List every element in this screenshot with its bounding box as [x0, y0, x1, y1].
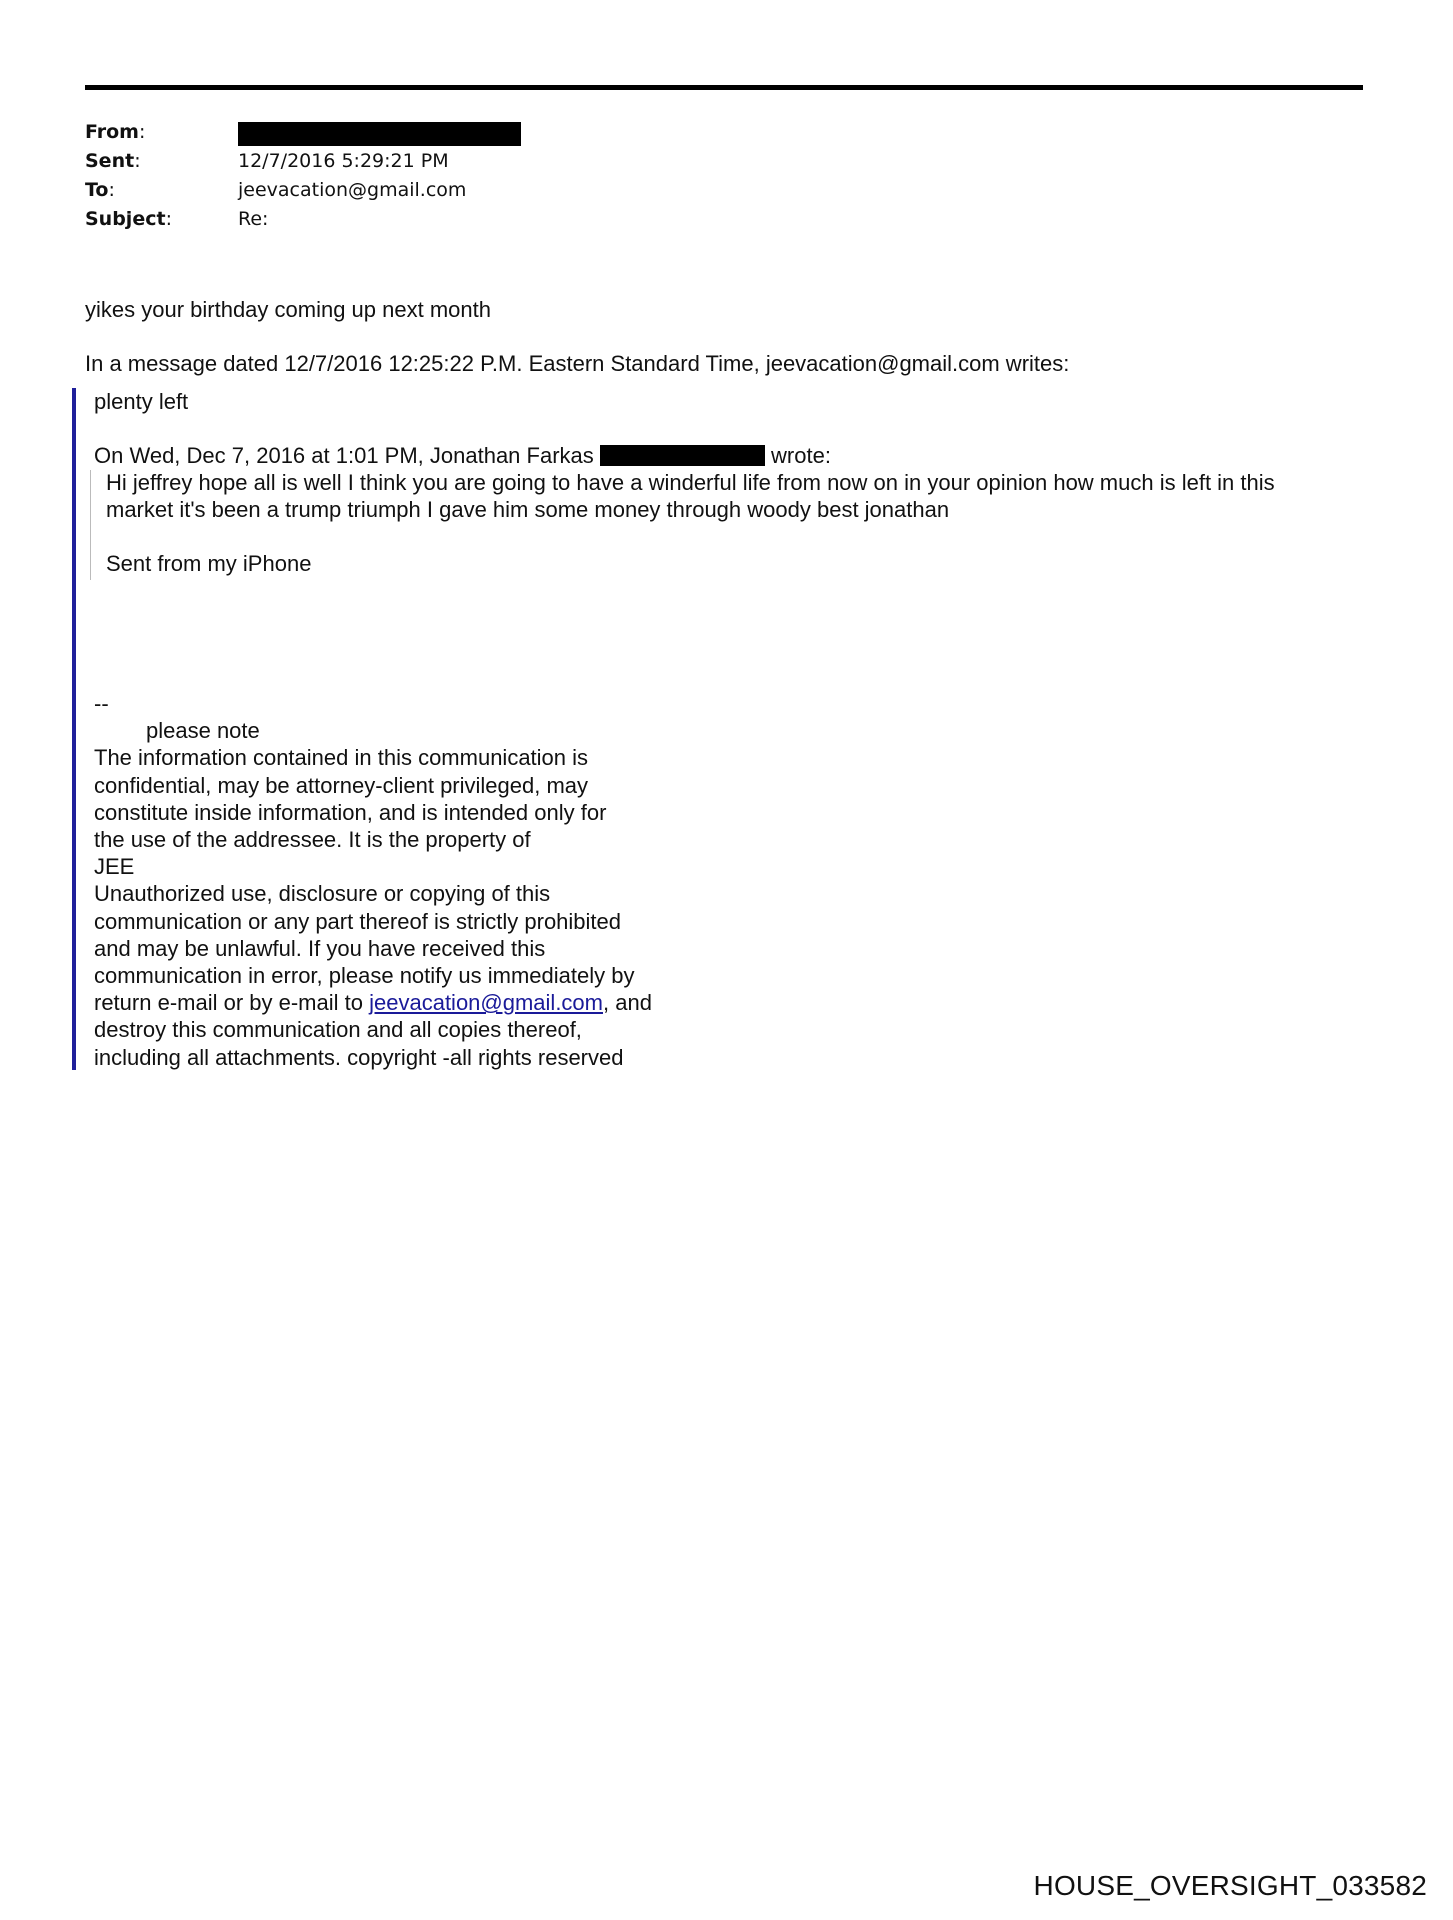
from-label: From: [85, 121, 139, 143]
email-link[interactable]: jeevacation@gmail.com: [369, 990, 603, 1016]
sig-dashes: --: [94, 691, 109, 716]
inner-quote-bar: [90, 470, 91, 580]
sig-line-10: [94, 989, 652, 1016]
sig-line-6: Unauthorized use, disclosure or copying of this: [94, 881, 551, 907]
sent-value: 12/7/2016 5:29:21 PM: [238, 150, 449, 172]
quote-bar: [72, 388, 76, 1070]
message-line-2: market it's been a trump triumph I gave him some money through woody best jonathan: [106, 497, 950, 522]
sent-row: Sent: 12/7/2016 5:29:21 PM: [85, 147, 521, 176]
sig-line-7: communication or any part thereof is strictly prohibited: [94, 908, 622, 934]
sig-line-10-suffix: , and: [603, 990, 652, 1016]
email-header: [85, 118, 521, 234]
sig-line-5: JEE: [94, 854, 135, 880]
from-row: From:: [85, 118, 521, 147]
reply-text: yikes your birthday coming up next month: [85, 297, 491, 322]
sig-line-1: The information contained in this communication is: [94, 745, 589, 771]
on-wed-suffix: wrote:: [771, 443, 831, 468]
sig-line-9: communication in error, please notify us immediately by: [94, 963, 635, 989]
sent-from-iphone: Sent from my iPhone: [106, 551, 312, 576]
on-wed-prefix: On Wed, Dec 7, 2016 at 1:01 PM, Jonathan Farkas: [94, 443, 594, 468]
sig-line-8: and may be unlawful. If you have received this: [94, 935, 546, 961]
plenty-left-text: plenty left: [94, 389, 189, 414]
bates-number: HOUSE_OVERSIGHT_033582: [1033, 1870, 1427, 1901]
to-value: jeevacation@gmail.com: [238, 179, 467, 201]
to-row: To: jeevacation@gmail.com: [85, 176, 521, 205]
on-wed-line: [94, 442, 1374, 469]
sig-line-2: confidential, may be attorney-client privileged, may: [94, 772, 589, 798]
email-redaction: [600, 445, 765, 466]
top-rule: [85, 85, 1363, 90]
sig-line-4: the use of the addressee. It is the property of: [94, 827, 531, 853]
sig-line-12: including all attachments. copyright -all rights reserved: [94, 1044, 624, 1070]
quote-intro: In a message dated 12/7/2016 12:25:22 P.M. Eastern Standard Time, jeevacation@gmail.com writes:: [85, 351, 1070, 376]
sig-please-note: please note: [146, 718, 260, 744]
sig-line-3: constitute inside information, and is intended only for: [94, 799, 607, 825]
signature: [94, 690, 652, 1071]
sent-label: Sent: [85, 150, 135, 172]
sig-line-11: destroy this communication and all copies thereof,: [94, 1017, 582, 1043]
message-line-1: Hi jeffrey hope all is well I think you are going to have a winderful life from now on in your opinion how much is left in this: [106, 470, 1275, 495]
quoted-message: [94, 388, 1374, 577]
subject-row: Subject: Re:: [85, 205, 521, 234]
to-label: To: [85, 179, 109, 201]
subject-label: Subject: [85, 208, 166, 230]
inner-quote: [94, 469, 1374, 577]
from-redaction: [238, 122, 521, 146]
subject-value: Re:: [238, 208, 269, 230]
sig-line-10-prefix: return e-mail or by e-mail to: [94, 990, 363, 1016]
